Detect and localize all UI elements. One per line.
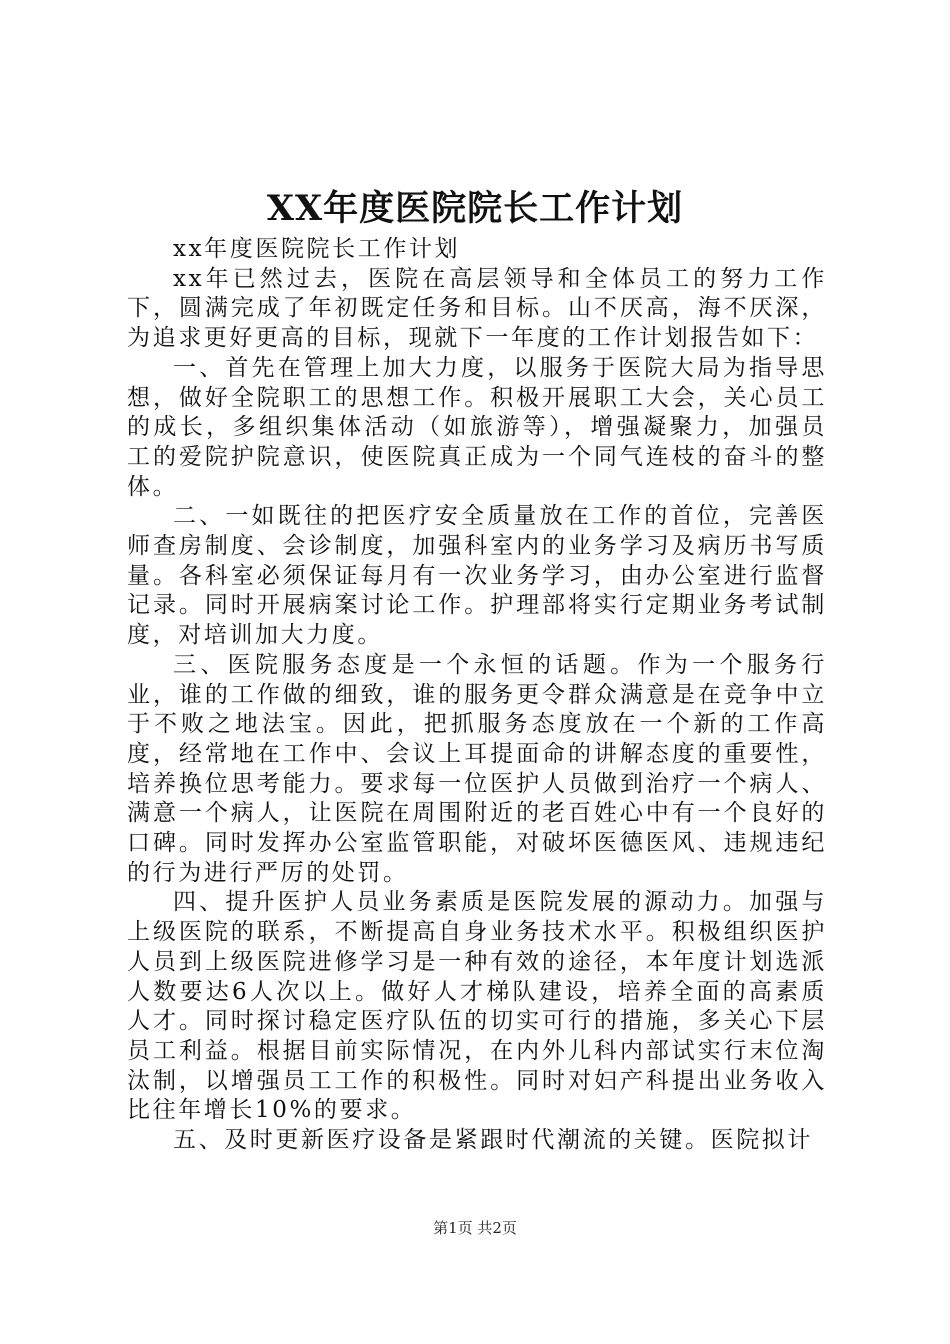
paragraph-item-1: 一、首先在管理上加大力度，以服务于医院大局为指导思想，做好全院职工的思想工作。积极开展职工大会，关心员工的成长，多组织集体活动（如旅游等），增强凝聚力，加强员工的爱院护院意识，使医院真正成为一个同气连枝的奋斗的整体。 xyxy=(127,354,827,500)
document-title: XX年度医院院长工作计划 xyxy=(266,188,684,229)
paragraph-item-4: 四、提升医护人员业务素质是医院发展的源动力。加强与上级医院的联系，不断提高自身业务技术水平。积极组织医护人员到上级医院进修学习是一种有效的途径，本年度计划选派人数要达6人次以上。做好人才梯队建设，培养全面的高素质人才。同时探讨稳定医疗队伍的切实可行的措施，多关心下层员工利益。根据目前实际情况，在内外儿科内部试实行末位淘汰制，以增强员工工作的积极性。同时对妇产科提出业务收入比往年增长10%的要求。 xyxy=(127,889,827,1124)
paragraph-item-3: 三、医院服务态度是一个永恒的话题。作为一个服务行业，谁的工作做的细致，谁的服务更令群众满意是在竞争中立于不败之地法宝。因此，把抓服务态度放在一个新的工作高度，经常地在工作中、会议上耳提面命的讲解态度的重要性，培养换位思考能力。要求每一位医护人员做到治疗一个病人、满意一个病人，让医院在周围附近的老百姓心中有一个良好的口碑。同时发挥办公室监管职能，对破坏医德医风、违规违纪的行为进行严厉的处罚。 xyxy=(127,651,827,886)
paragraph-item-2: 二、一如既往的把医疗安全质量放在工作的首位，完善医师查房制度、会诊制度，加强科室内的业务学习及病历书写质量。各科室必须保证每月有一次业务学习，由办公室进行监督记录。同时开展病案讨论工作。护理部将实行定期业务考试制度，对培训加大力度。 xyxy=(127,503,827,649)
paragraph-heading: xx年度医院院长工作计划 xyxy=(173,236,461,262)
document-body xyxy=(127,235,827,1156)
paragraph-item-5: 五、及时更新医疗设备是紧跟时代潮流的关键。医院拟计 xyxy=(173,1127,813,1154)
page-footer: 第1页 共2页 xyxy=(433,1219,517,1237)
paragraph-intro: xx年已然过去，医院在高层领导和全体员工的努力工作下，圆满完成了年初既定任务和目标。山不厌高，海不厌深，为追求更好更高的目标，现就下一年度的工作计划报告如下： xyxy=(127,265,827,352)
